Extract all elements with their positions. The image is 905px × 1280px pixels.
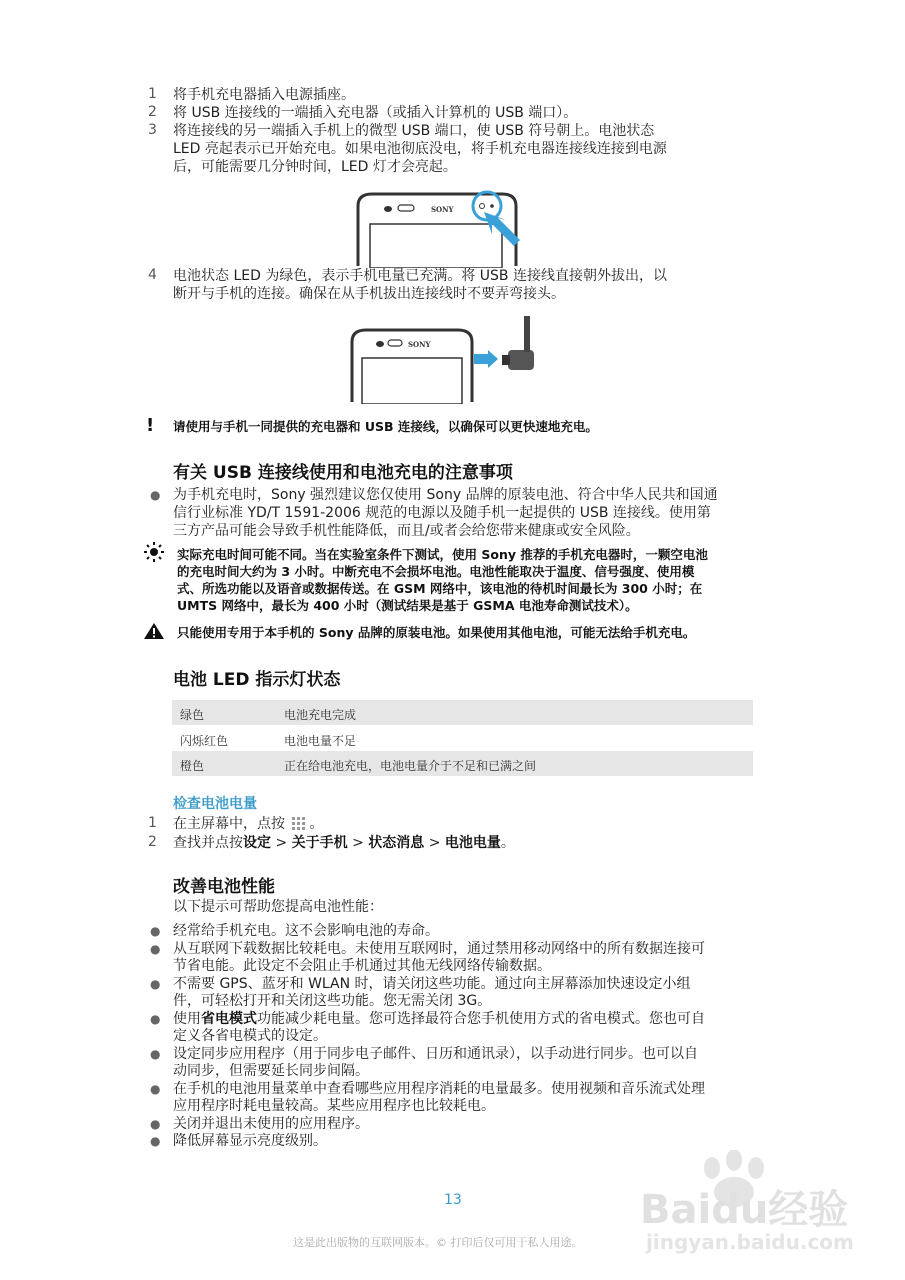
charging-figure-2 <box>348 314 543 404</box>
check-step-1-end: 。 <box>309 816 324 832</box>
check-step-2 <box>173 834 515 852</box>
power-tip-post: 功能减少耗电量。您可选择最符合您手机使用方式的省电模式。您也可自 <box>257 1010 705 1027</box>
check-battery-title: 检查电池电量 <box>173 796 257 812</box>
improve-tip-line: 不需要 GPS、蓝牙和 WLAN 时，请关闭这些功能。通过向主屏幕添加快速设定小组 <box>173 975 691 992</box>
improve-tip-line: 件，可轻松打开和关闭这些功能。您无需关闭 3G。 <box>173 993 492 1009</box>
bullet-dot: ● <box>150 941 161 956</box>
step-number: 4 <box>148 267 157 283</box>
warning-icon <box>143 622 165 640</box>
tip-line: 式、所选功能以及语音或数据传送。在 GSM 网络中，该电池的待机时间最长为 300 小时；在 <box>177 581 703 596</box>
exclaim-icon: ! <box>146 415 155 436</box>
table-row <box>172 700 753 725</box>
baidu-watermark <box>640 1150 870 1260</box>
bullet-dot: ● <box>150 488 161 502</box>
menu-settings: 设定 <box>243 835 271 851</box>
apps-grid-icon <box>291 816 307 830</box>
improve-tip-line: 关闭并退出未使用的应用程序。 <box>173 1115 369 1132</box>
step-number: 2 <box>148 834 157 850</box>
check-step-1 <box>173 815 323 833</box>
step-text: 将手机充电器插入电源插座。 <box>173 87 355 103</box>
step-number: 1 <box>148 86 157 102</box>
step-text: 将连接线的另一端插入手机上的微型 USB 端口，使 USB 符号朝上。电池状态 <box>173 123 655 139</box>
led-status-cell: 电池充电完成 <box>284 708 357 722</box>
improve-tip-line: 节省电能。此设定不会阻止手机通过其他无线网络传输数据。 <box>173 958 551 974</box>
menu-status: 状态消息 <box>368 835 425 851</box>
bullet-dot: ● <box>150 976 161 991</box>
path-separator: > <box>347 835 369 851</box>
path-separator: > <box>271 835 292 851</box>
power-saving-mode: 省电模式 <box>201 1010 257 1027</box>
step-text: LED 亮起表示已开始充电。如果电池彻底没电，将手机充电器连接线连接到电源 <box>173 141 667 157</box>
tip-line: 的充电时间大约为 3 小时。中断充电不会损坏电池。电池性能取决于温度、信号强度、使用模 <box>177 564 695 579</box>
improve-tip-line: 从互联网下载数据比较耗电。未使用互联网时，通过禁用移动网络中的所有数据连接可 <box>173 940 705 957</box>
footer-note: 这是此出版物的互联网版本。© 打印后仅可用于私人用途。 <box>293 1236 583 1249</box>
watermark-url: jingyan.baidu.com <box>646 1230 854 1254</box>
bullet-dot: ● <box>150 1046 161 1061</box>
led-section-title: 电池 LED 指示灯状态 <box>173 670 341 690</box>
check-step-1-text: 在主屏幕中，点按 <box>173 816 285 832</box>
usb-bullet-line: 信行业标准 YD/T 1591-2006 规范的电源以及随手机一起提供的 USB 连接线。使用第 <box>173 505 711 521</box>
bullet-dot: ● <box>150 1116 161 1131</box>
step-text: 后，可能需要几分钟时间，LED 灯才会亮起。 <box>173 159 457 175</box>
led-color-cell: 绿色 <box>180 708 205 722</box>
table-row <box>172 751 753 776</box>
step-number: 1 <box>148 815 157 831</box>
period: 。 <box>500 835 515 851</box>
phone-brand-label: SONY <box>431 205 454 214</box>
improve-tip-line: 设定同步应用程序（用于同步电子邮件、日历和通讯录），以手动进行同步。也可以自 <box>173 1045 698 1062</box>
improve-tip-line: 降低屏幕显示亮度级别。 <box>173 1133 327 1149</box>
charger-note: 请使用与手机一同提供的充电器和 USB 连接线，以确保可以更快速地充电。 <box>173 419 598 434</box>
tip-icon <box>143 541 165 563</box>
improve-tip-line: 定义各省电模式的设定。 <box>173 1028 327 1044</box>
step-number: 3 <box>148 122 157 138</box>
tip-line: UMTS 网络中，最长为 400 小时（测试结果是基于 GSMA 电池寿命测试技术）。 <box>177 598 638 613</box>
improve-tip-line: 经常给手机充电。这不会影响电池的寿命。 <box>173 923 439 939</box>
step-text: 电池状态 LED 为绿色，表示手机电量已充满。将 USB 连接线直接朝外拔出，以 <box>173 268 667 284</box>
usb-section-title: 有关 USB 连接线使用和电池充电的注意事项 <box>173 463 513 483</box>
battery-warning: 只能使用专用于本手机的 Sony 品牌的原装电池。如果使用其他电池，可能无法给手机充电。 <box>177 625 696 640</box>
page-number: 13 <box>444 1192 462 1208</box>
step-text: 将 USB 连接线的一端插入充电器（或插入计算机的 USB 端口）。 <box>173 105 578 121</box>
improve-tip-line: 在手机的电池用量菜单中查看哪些应用程序消耗的电量最多。使用视频和音乐流式处理 <box>173 1080 705 1097</box>
improve-tip-line: 应用程序时耗电量较高。某些应用程序也比较耗电。 <box>173 1098 495 1114</box>
led-color-cell: 橙色 <box>180 759 205 773</box>
usb-bullet-line: 三方产品可能会导致手机性能降低，而且/或者会给您带来健康或安全风险。 <box>173 523 640 539</box>
step-number: 2 <box>148 104 157 120</box>
watermark-text: Baidu经验 <box>640 1187 849 1233</box>
menu-about-phone: 关于手机 <box>291 835 348 851</box>
usb-bullet-line: 为手机充电时，Sony 强烈建议您仅使用 Sony 品牌的原装电池、符合中华人民共和国通 <box>173 487 718 503</box>
menu-battery-level: 电池电量 <box>444 835 501 851</box>
bullet-dot: ● <box>150 1011 161 1026</box>
check-step-2-text: 查找并点按 <box>173 835 243 851</box>
improve-intro: 以下提示可帮助您提高电池性能： <box>173 899 383 915</box>
improve-tip-line: 动同步，但需要延长同步间隔。 <box>173 1063 369 1079</box>
bullet-dot: ● <box>150 1081 161 1096</box>
table-row <box>172 726 753 751</box>
charging-figure-1 <box>352 188 522 268</box>
bullet-dot: ● <box>150 924 161 938</box>
step-text: 断开与手机的连接。确保在从手机拔出连接线时不要弄弯接头。 <box>173 286 565 302</box>
led-status-cell: 电池电量不足 <box>284 733 357 748</box>
bullet-dot: ● <box>150 1134 161 1148</box>
path-separator: > <box>424 835 445 851</box>
led-status-cell: 正在给电池充电，电池电量介于不足和已满之间 <box>284 759 537 773</box>
improve-section-title: 改善电池性能 <box>173 877 275 897</box>
tip-line: 实际充电时间可能不同。当在实验室条件下测试，使用 Sony 推荐的手机充电器时，一颗空电池 <box>177 547 708 562</box>
improve-tip-line <box>173 1010 705 1028</box>
phone-brand-label-2: SONY <box>408 340 431 349</box>
led-color-cell: 闪烁红色 <box>180 733 229 748</box>
power-tip-pre: 使用 <box>173 1010 201 1027</box>
